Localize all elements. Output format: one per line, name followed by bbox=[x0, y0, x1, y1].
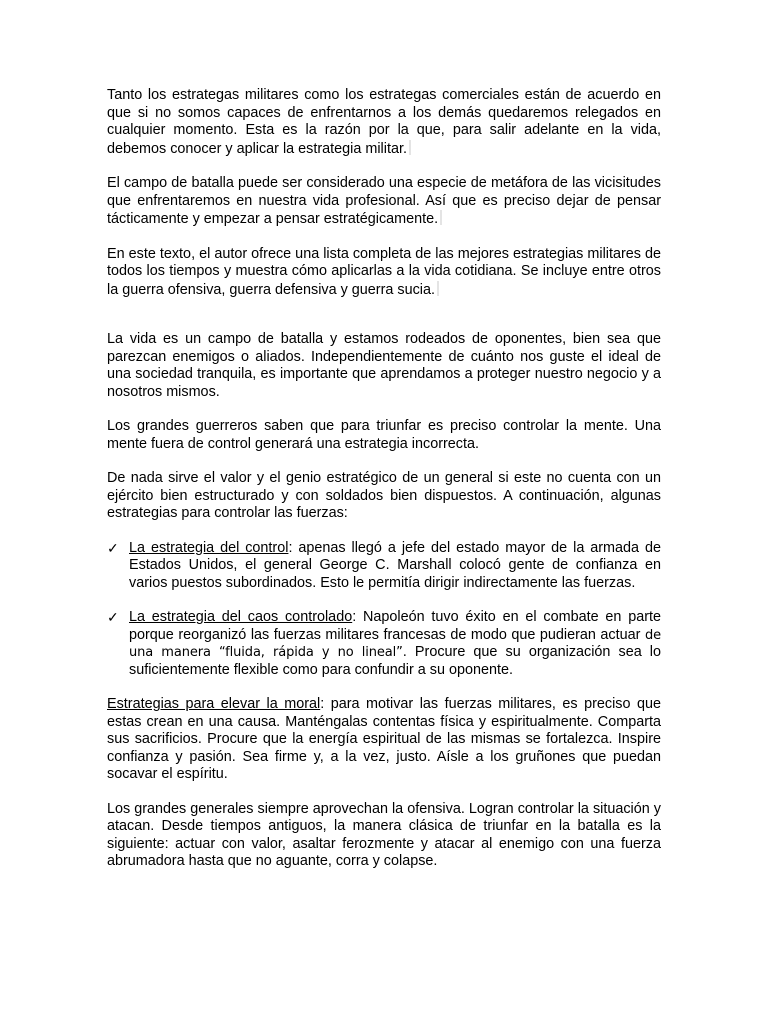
strategy-title: La estrategia del control bbox=[129, 539, 289, 556]
strategy-title: La estrategia del caos controlado bbox=[129, 609, 353, 625]
paragraph-intro-1 bbox=[107, 87, 661, 158]
paragraph-morale bbox=[107, 696, 661, 784]
paragraph-body-2: Los grandes guerreros saben que para triunfar es preciso controlar la mente. Una mente fuera de control generará una estrategia incorrecta. bbox=[107, 418, 661, 452]
checkmark-icon: ✓ bbox=[107, 609, 119, 625]
list-item bbox=[107, 540, 661, 593]
strategy-description-end: Procure que su organización sea lo suficientemente flexible como para confundir a su oponente. bbox=[129, 644, 662, 678]
morale-title: Estrategias para elevar la moral bbox=[107, 696, 321, 712]
paragraph-text: En este texto, el autor ofrece una lista completa de las mejores estrategias militares de todos los tiempos y muestra cómo aplicarlas a la vida cotidiana. Se incluye entre otros la guerra ofensiva, guerra defensiva y guerra sucia. bbox=[107, 245, 661, 298]
paragraph-text: Tanto los estrategas militares como los estrategas comerciales están de acuerdo en que si no somos capaces de enfrentarnos a los demás quedaremos relegados en cualquier momento. Esta es la razón por la que, para salir adelante en la vida, debemos conocer y aplicar la estrategia militar. bbox=[107, 87, 661, 157]
text-cursor-mark bbox=[409, 140, 411, 155]
strategy-description: : Napoleón tuvo éxito en el combate en parte porque reorganizó las fuerzas militares francesas de modo que pudieran actuar bbox=[129, 609, 661, 643]
strategy-description: : apenas llegó a jefe del estado mayor de la armada de Estados Unidos, el general George C. Marshall colocó gente de confianza en varios puestos subordinados. Esto le permitía dirigir indirectamente las fuerzas. bbox=[129, 539, 661, 591]
paragraph-text: El campo de batalla puede ser considerado una especie de metáfora de las vicisitudes que enfrentaremos en nuestra vida profesional. Así que es preciso dejar de pensar tácticamente y empezar a pensar estratégicamente. bbox=[107, 175, 661, 227]
list-item bbox=[107, 609, 661, 679]
paragraph-intro-3 bbox=[107, 246, 661, 300]
paragraph-intro-2 bbox=[107, 175, 661, 229]
checkmark-icon: ✓ bbox=[107, 539, 119, 556]
paragraph-body-1: La vida es un campo de batalla y estamos rodeados de oponentes, bien sea que parezcan enemigos o aliados. Independientemente de cuánto nos guste el ideal de una sociedad tranquila, es importante que aprendamos a proteger nuestro negocio y a nosotros mismos. bbox=[107, 331, 661, 400]
text-cursor-mark bbox=[440, 210, 442, 225]
strategy-checklist bbox=[107, 540, 661, 680]
document-page bbox=[107, 87, 661, 888]
text-cursor-mark bbox=[437, 281, 439, 296]
paragraph-closing: Los grandes generales siempre aprovechan la ofensiva. Logran controlar la situación y atacan. Desde tiempos antiguos, la manera clásica de triunfar en la batalla es la siguiente: actuar con valor, asaltar ferozmente y atacar al enemigo con una fuerza abrumadora hasta que no aguante, corra y colapse. bbox=[107, 800, 661, 869]
strategy-quote: de una manera “fluida, rápida y no lineal”. bbox=[129, 627, 661, 660]
morale-text: : para motivar las fuerzas militares, es preciso que estas crean en una causa. Manténgalas contentas física y espiritualmente. Comparta sus sacrificios. Procure que la energía espiritual de las mismas se fortalezca. Inspire confianza y pasión. Sea firme y, a la vez, justo. Aísle a los gruñones que puedan socavar el espíritu. bbox=[107, 696, 661, 782]
paragraph-body-3: De nada sirve el valor y el genio estratégico de un general si este no cuenta con un ejército bien estructurado y con soldados bien dispuestos. A continuación, algunas estrategias para controlar las fuerzas: bbox=[107, 470, 661, 521]
